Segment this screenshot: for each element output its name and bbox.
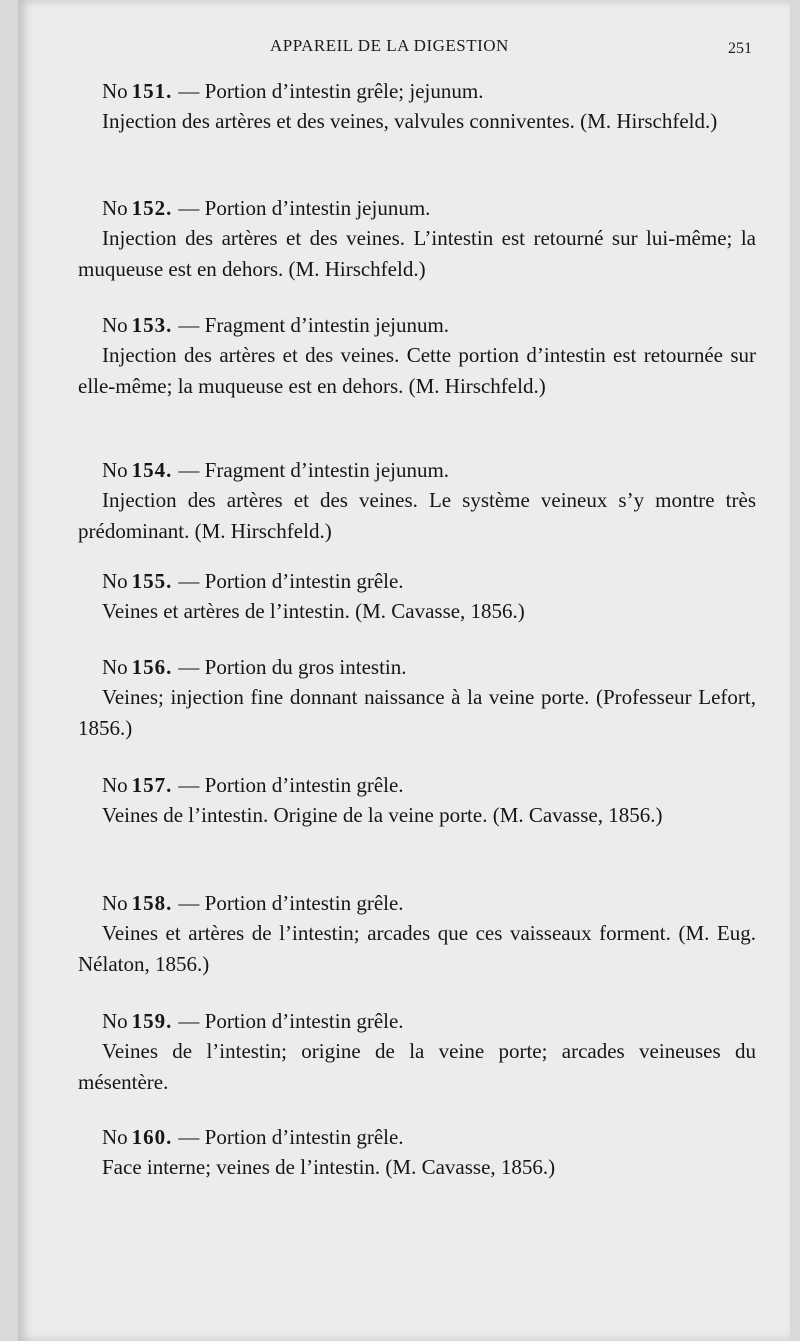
catalog-entry-157 [78, 770, 756, 831]
entry-title [102, 1122, 780, 1152]
running-title: APPAREIL DE LA DIGESTION [270, 36, 509, 55]
entry-number: 159. [131, 1009, 173, 1033]
entry-heading: — Portion d’intestin grêle. [178, 569, 404, 593]
catalog-entry-151 [78, 76, 756, 137]
entry-no-label: No [102, 79, 128, 103]
entry-description: Veines; injection fine donnant naissance à la veine porte. (Professeur Lefort, 1856.) [78, 685, 756, 740]
entry-description: Injection des artères et des veines. Le système veineux s’y montre très prédominant. (M. Hirschfeld.) [78, 488, 756, 543]
catalog-entry-160 [78, 1122, 756, 1183]
page-number: 251 [728, 40, 752, 57]
entry-heading: — Fragment d’intestin jejunum. [178, 458, 450, 482]
entry-heading: — Portion d’intestin grêle. [178, 891, 404, 915]
entry-heading: — Portion d’intestin grêle. [178, 1009, 404, 1033]
entry-no-label: No [102, 773, 128, 797]
entry-heading: — Portion du gros intestin. [178, 655, 407, 679]
entry-title [102, 193, 780, 223]
entry-no-label: No [102, 1125, 128, 1149]
entry-heading: — Portion d’intestin grêle. [178, 773, 404, 797]
entry-no-label: No [102, 458, 128, 482]
entry-heading: — Portion d’intestin grêle. [178, 1125, 404, 1149]
entry-no-label: No [102, 1009, 128, 1033]
entry-no-label: No [102, 313, 128, 337]
entry-heading: — Fragment d’intestin jejunum. [178, 313, 450, 337]
catalog-entry-152 [78, 193, 756, 285]
entry-title [102, 455, 780, 485]
entry-description: Veines de l’intestin; origine de la veine porte; arcades veineuses du mésentère. [78, 1039, 756, 1094]
entry-no-label: No [102, 569, 128, 593]
entry-number: 153. [131, 313, 173, 337]
entry-no-label: No [102, 891, 128, 915]
entry-heading: — Portion d’intestin jejunum. [178, 196, 431, 220]
entry-title [102, 566, 780, 596]
entry-description: Face interne; veines de l’intestin. (M. Cavasse, 1856.) [102, 1155, 556, 1179]
entry-number: 154. [131, 458, 173, 482]
entry-title [102, 888, 780, 918]
entry-title [102, 652, 780, 682]
entry-description: Injection des artères et des veines. L’intestin est retourné sur lui-même; la muqueuse est en dehors. (M. Hirschfeld.) [78, 226, 756, 281]
entry-heading: — Portion d’intestin grêle; jejunum. [178, 79, 484, 103]
catalog-entry-156 [78, 652, 756, 744]
entry-number: 156. [131, 655, 173, 679]
entry-description: Veines et artères de l’intestin. (M. Cavasse, 1856.) [102, 599, 525, 623]
catalog-entry-158 [78, 888, 756, 980]
entry-description: Injection des artères et des veines. Cette portion d’intestin est retournée sur elle-même; la muqueuse est en dehors. (M. Hirschfeld.) [78, 343, 756, 398]
catalog-entry-155 [78, 566, 756, 627]
entry-number: 151. [131, 79, 173, 103]
entry-title [102, 76, 780, 106]
entry-title [102, 1006, 780, 1036]
entry-number: 160. [131, 1125, 173, 1149]
entry-number: 158. [131, 891, 173, 915]
entry-no-label: No [102, 196, 128, 220]
catalog-entry-153 [78, 310, 756, 402]
entry-no-label: No [102, 655, 128, 679]
entry-number: 152. [131, 196, 173, 220]
entry-description: Injection des artères et des veines, valvules conniventes. (M. Hirschfeld.) [102, 109, 718, 133]
catalog-entry-154 [78, 455, 756, 547]
entry-number: 157. [131, 773, 173, 797]
catalog-entry-159 [78, 1006, 756, 1098]
entry-title [102, 310, 780, 340]
entry-description: Veines et artères de l’intestin; arcades que ces vaisseaux forment. (M. Eug. Nélaton, 1856.) [78, 921, 756, 976]
entry-number: 155. [131, 569, 173, 593]
entry-title [102, 770, 780, 800]
entry-description: Veines de l’intestin. Origine de la veine porte. (M. Cavasse, 1856.) [102, 803, 663, 827]
